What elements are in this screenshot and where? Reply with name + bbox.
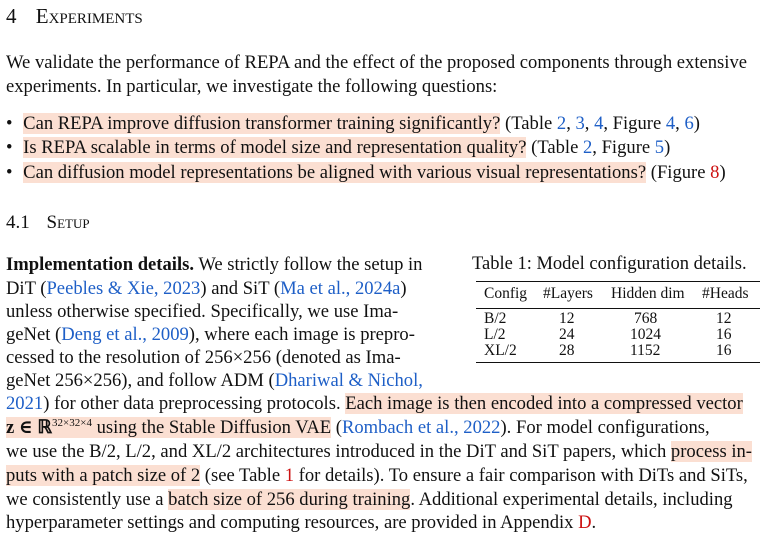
bullet-dot: • bbox=[6, 162, 13, 183]
figure-ref[interactable]: 8 bbox=[710, 162, 720, 183]
table-header: #Layers bbox=[543, 285, 593, 302]
question-text: Is REPA scalable in terms of model size and representation quality? bbox=[23, 137, 527, 158]
table-header: Hidden dim bbox=[611, 285, 685, 302]
table-cell: 768 bbox=[634, 310, 658, 327]
table-cell: XL/2 bbox=[484, 342, 517, 359]
subsection-title: Setup bbox=[46, 212, 90, 233]
table-cell: L/2 bbox=[484, 326, 506, 343]
impl-line-1: Implementation details. We strictly follow the setup in bbox=[6, 254, 423, 275]
citation-link[interactable]: Deng et al., 2009 bbox=[61, 324, 189, 345]
highlight: batch size of 256 during training bbox=[168, 489, 411, 510]
intro-line-2: experiments. In particular, we investigate the following questions: bbox=[6, 76, 498, 97]
table-ref[interactable]: 4 bbox=[594, 113, 604, 134]
citation-link[interactable]: 2021 bbox=[6, 393, 44, 414]
table-ref[interactable]: 1 bbox=[284, 465, 295, 486]
table-mid-rule bbox=[476, 308, 760, 309]
section-number: 4 bbox=[6, 4, 17, 28]
impl-line-4: geNet (Deng et al., 2009), where each image is prepro- bbox=[6, 324, 415, 345]
table-cell: 16 bbox=[716, 326, 732, 343]
table-bottom-rule bbox=[476, 362, 760, 363]
impl-line-7: 2021) for other data preprocessing protocols. Each image is then encoded into a compressed vector bbox=[6, 393, 743, 414]
impl-line-8: z ∈ ℝ$^{32\times 32\times 4}$ using the Stable Diffusion VAE (Rombach et al., 2022). For model configurations, bbox=[6, 417, 710, 439]
impl-line-5: cessed to the resolution of 256×256 (denoted as Ima- bbox=[6, 347, 401, 368]
figure-ref[interactable]: 4 bbox=[665, 113, 676, 134]
bullet-dot: • bbox=[6, 137, 13, 158]
subsection-number: 4.1 bbox=[6, 212, 30, 233]
table-ref[interactable]: 3 bbox=[575, 113, 585, 134]
citation-link[interactable]: Ma et al., 2024a bbox=[280, 278, 401, 299]
figure-ref[interactable]: 6 bbox=[684, 113, 694, 134]
impl-line-9: we use the B/2, L/2, and XL/2 architectures introduced in the DiT and SiT papers, which process in- bbox=[6, 441, 752, 462]
table-header: Config bbox=[484, 285, 528, 302]
table-cell: 16 bbox=[716, 342, 732, 359]
bullet-dot: • bbox=[6, 113, 13, 134]
appendix-ref[interactable]: D bbox=[578, 512, 592, 533]
impl-line-3: unless otherwise specified. Specifically, we use Ima- bbox=[6, 301, 399, 322]
subsection-heading bbox=[6, 212, 90, 234]
impl-line-12: hyperparameter settings and computing resources, are provided in Appendix D. bbox=[6, 512, 597, 533]
question-2: • Is REPA scalable in terms of model size and representation quality? (Table 2, Figure 5) bbox=[6, 137, 671, 158]
highlight: z ∈ ℝ$^{32\times 32\times 4}$ using the Stable Diffusion VAE bbox=[6, 417, 332, 439]
intro-line-1: We validate the performance of REPA and the effect of the proposed components through extensive bbox=[6, 52, 747, 73]
table-cell: 28 bbox=[559, 342, 575, 359]
citation-link[interactable]: Peebles & Xie, 2023 bbox=[46, 278, 201, 299]
table-cell: B/2 bbox=[484, 310, 507, 327]
table-caption: Table 1: Model configuration details. bbox=[472, 254, 747, 274]
impl-line-2: DiT (Peebles & Xie, 2023) and SiT (Ma et al., 2024a) bbox=[6, 278, 407, 299]
table-ref[interactable]: 2 bbox=[583, 137, 593, 158]
question-3: • Can diffusion model representations be aligned with various visual representations? (Figure 8) bbox=[6, 162, 726, 183]
highlight: Each image is then encoded into a compressed vector bbox=[345, 393, 743, 414]
table-cell: 12 bbox=[716, 310, 732, 327]
paragraph-heading: Implementation details. bbox=[6, 254, 194, 275]
citation-link[interactable]: Dhariwal & Nichol, bbox=[274, 370, 423, 391]
figure-ref[interactable]: 5 bbox=[654, 137, 665, 158]
question-text: Can REPA improve diffusion transformer training significantly? bbox=[23, 113, 501, 134]
table-cell: 24 bbox=[559, 326, 575, 343]
table-header: #Heads bbox=[702, 285, 749, 302]
table-cell: 1152 bbox=[630, 342, 661, 359]
question-1: • Can REPA improve diffusion transformer training significantly? (Table 2, 3, 4, Figure 4, 6) bbox=[6, 113, 700, 134]
table-cell: 1024 bbox=[630, 326, 661, 343]
impl-line-6: geNet 256×256), and follow ADM (Dhariwal & Nichol, bbox=[6, 370, 423, 391]
highlight: process in- bbox=[670, 441, 752, 462]
impl-line-10: puts with a patch size of 2 (see Table 1 for details). To ensure a fair comparison with DiTs and SiTs, bbox=[6, 465, 748, 486]
section-title: Experiments bbox=[35, 4, 143, 28]
table-top-rule bbox=[476, 281, 760, 282]
question-text: Can diffusion model representations be aligned with various visual representations? bbox=[23, 162, 647, 183]
citation-link[interactable]: Rombach et al., 2022 bbox=[341, 417, 501, 439]
highlight: puts with a patch size of 2 bbox=[6, 465, 201, 486]
table-ref[interactable]: 2 bbox=[556, 113, 567, 134]
impl-line-11: we consistently use a batch size of 256 during training. Additional experimental details, including bbox=[6, 489, 733, 510]
section-heading bbox=[6, 4, 143, 29]
table-cell: 12 bbox=[559, 310, 575, 327]
